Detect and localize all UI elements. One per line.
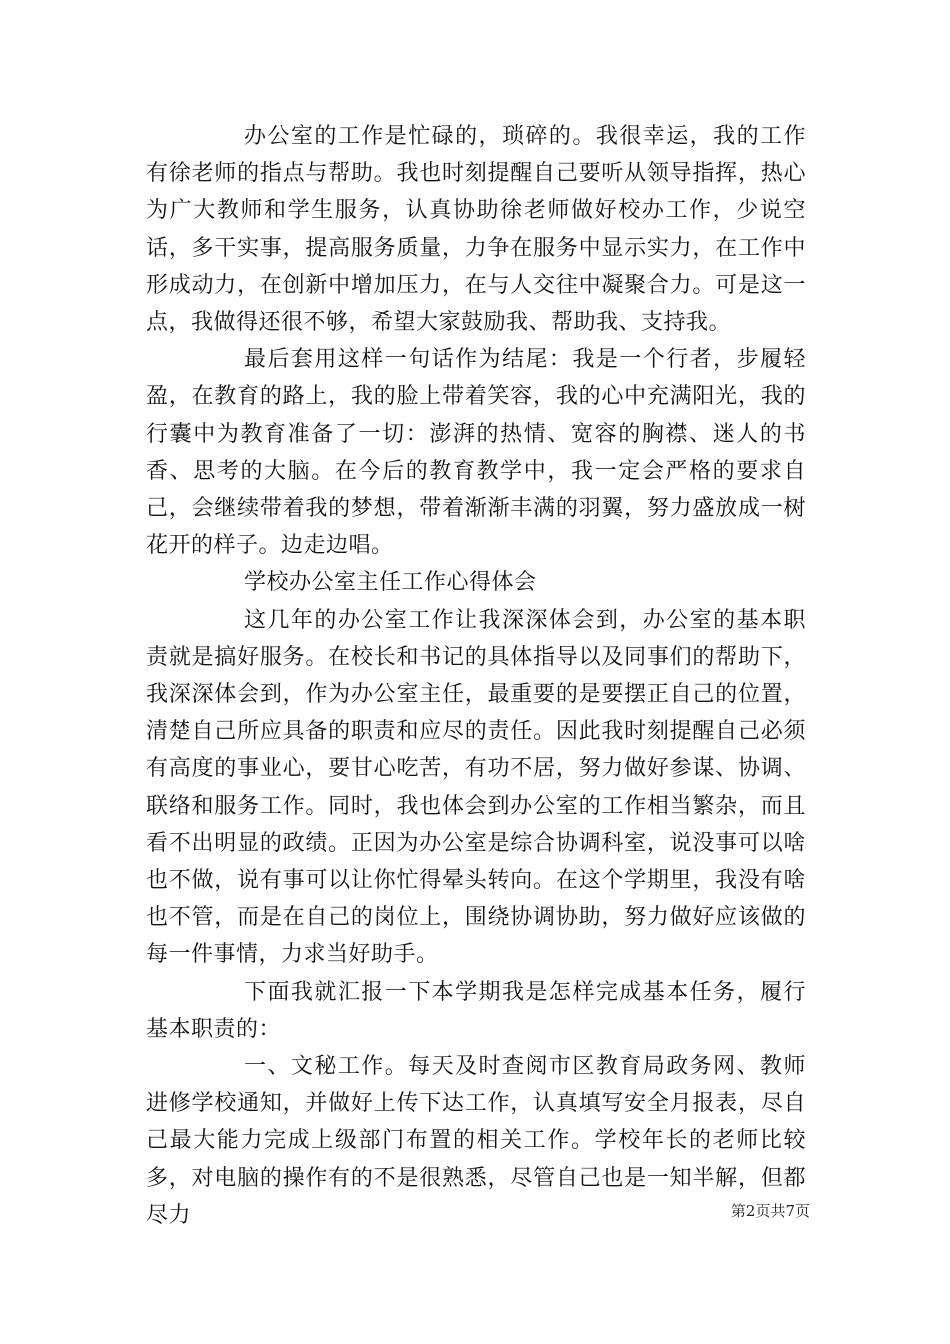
paragraph: 最后套用这样一句话作为结尾：我是一个行者，步履轻盈，在教育的路上，我的脸上带着笑容，我的心中充满阳光，我的行囊中为教育准备了一切：澎湃的热情、宽容的胸襟、迷人的书香、思考的大脑。在今后的教育教学中，我一定会严格的要求自己，会继续带着我的梦想，带着渐渐丰满的羽翼，努力盛放成一树花开的样子。边走边唱。	[146, 347, 806, 559]
section-heading: 学校办公室主任工作心得体会	[244, 570, 537, 596]
paragraph: 下面我就汇报一下本学期我是怎样完成基本任务，履行基本职责的：	[146, 979, 806, 1042]
paragraph: 这几年的办公室工作让我深深体会到，办公室的基本职责就是搞好服务。在校长和书记的具体指导以及同事们的帮助下，我深深体会到，作为办公室主任，最重要的是要摆正自己的位置，清楚自己所应具备的职责和应尽的责任。因此我时刻提醒自己必须有高度的事业心，要甘心吃苦，有功不居，努力做好参谋、协调、联络和服务工作。同时，我也体会到办公室的工作相当繁杂，而且看不出明显的政绩。正因为办公室是综合协调科室，说没事可以啥也不做，说有事可以让你忙得晕头转向。在这个学期里，我没有啥也不管，而是在自己的岗位上，围绕协调协助，努力做好应该做的每一件事情，力求当好助手。	[146, 607, 806, 968]
paragraph: 办公室的工作是忙碌的，琐碎的。我很幸运，我的工作有徐老师的指点与帮助。我也时刻提醒自己要听从领导指挥，热心为广大教师和学生服务，认真协助徐老师做好校办工作，少说空话，多干实事，提高服务质量，力争在服务中显示实力，在工作中形成动力，在创新中增加压力，在与人交往中凝聚合力。可是这一点，我做得还很不够，希望大家鼓励我、帮助我、支持我。	[146, 124, 806, 336]
paragraph: 一、文秘工作。每天及时查阅市区教育局政务网、教师进修学校通知，并做好上传下达工作，认真填写安全月报表，尽自己最大能力完成上级部门布置的相关工作。学校年长的老师比较多，对电脑的操作有的不是很熟悉，尽管自己也是一知半解，但都尽力	[146, 1054, 806, 1228]
document-body	[146, 118, 806, 1234]
page-number: 第2页共7页	[730, 1202, 810, 1220]
